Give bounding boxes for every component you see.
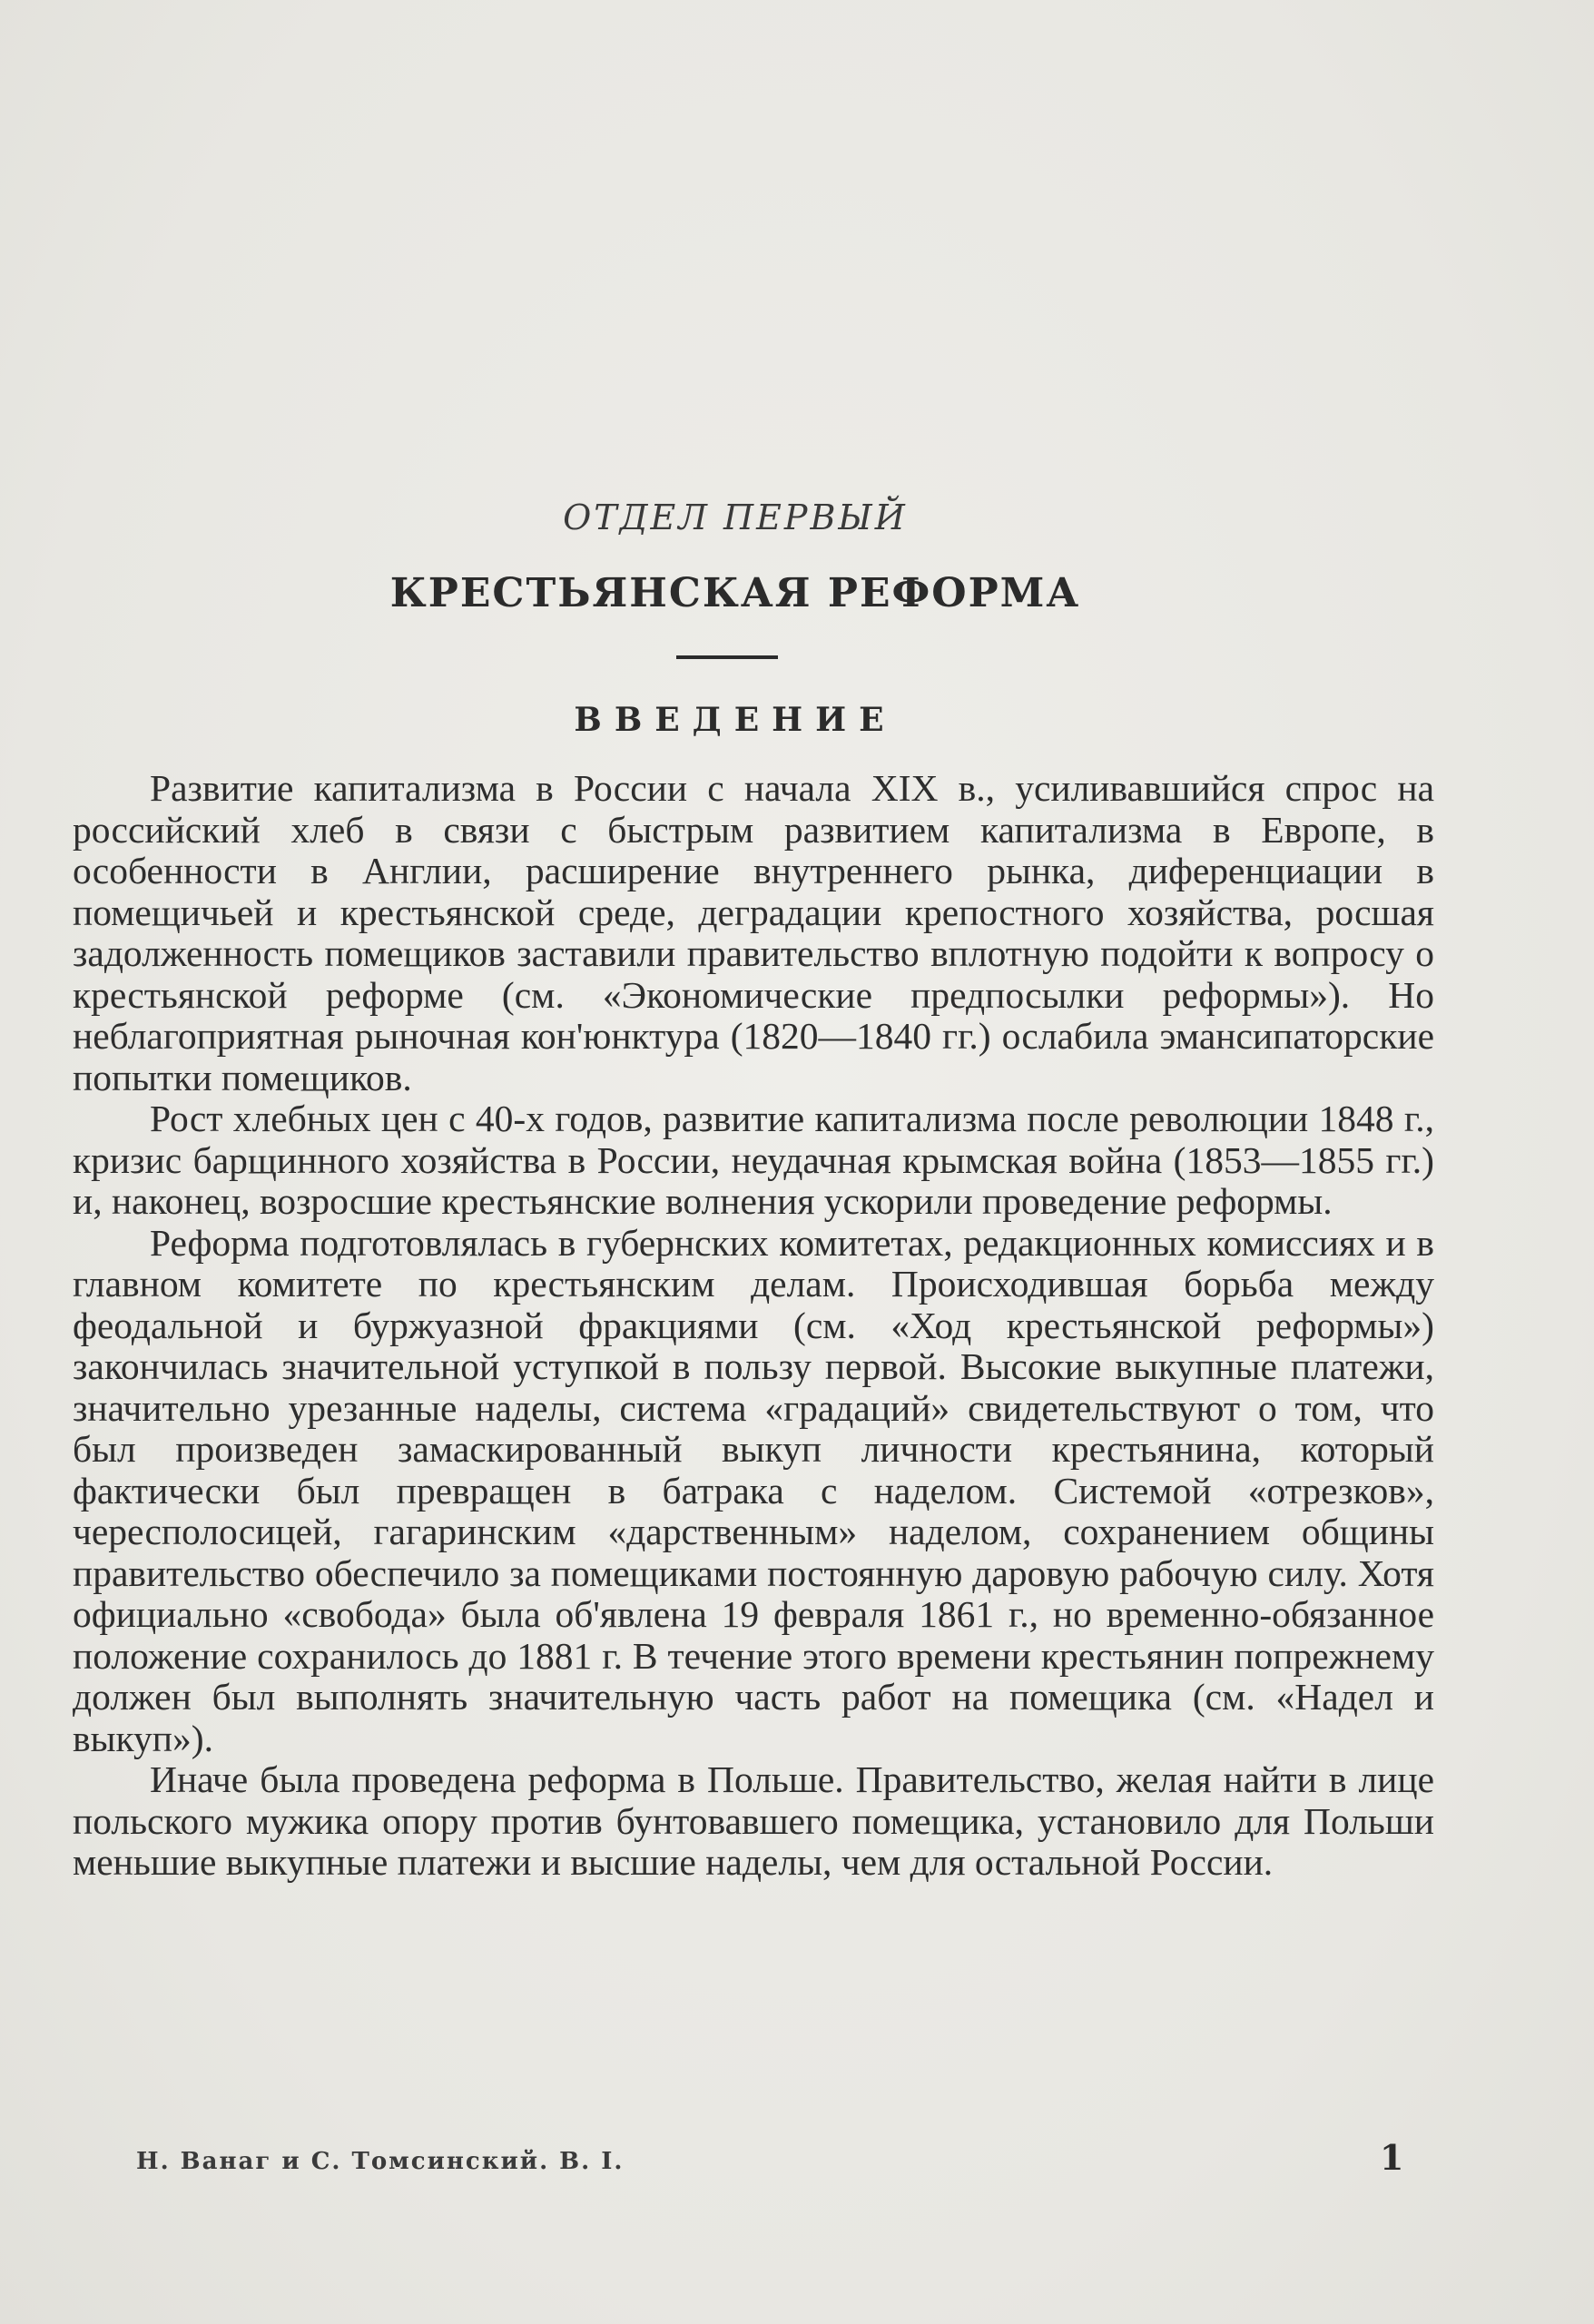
body-text — [73, 768, 1434, 1884]
page-title: КРЕСТЬЯНСКАЯ РЕФОРМА — [389, 570, 1081, 616]
page-number: 1 — [1380, 2137, 1404, 2178]
footer-signature: Н. Ванаг и С. Томсинский. В. I. — [136, 2148, 625, 2175]
paragraph: Развитие капитализма в России с начала XIX в., усиливавшийся спрос на российский хлеб в связи с быстрым развитием капитализма в Европе, в особенности в Англии, расширение внутреннего рынка, диференциации в помещичьей и крестьянской среде, деградации крепостного хозяйства, росшая задолженность помещиков заставили правительство вплотную подойти к вопросу о крестьянской реформе (см. «Экономические предпосылки реформы»). Но неблагоприятная рыночная кон'юнктура (1820—1840 гг.) ослабила эмансипаторские попытки помещиков. — [73, 767, 1434, 1098]
chapter-subtitle: ВВЕДЕНИЕ — [574, 701, 897, 739]
section-label: ОТДЕЛ ПЕРВЫЙ — [563, 497, 908, 537]
paragraph: Иначе была проведена реформа в Польше. Правительство, желая найти в лице польского мужика опору против бунтовавшего помещика, установило для Польши меньшие выкупные платежи и высшие наделы, чем для остальной России. — [73, 1758, 1434, 1883]
paragraph: Реформа подготовлялась в губернских комитетах, редакционных комиссиях и в главном комитете по крестьянским делам. Происходившая борьба между феодальной и буржуазной фракциями (см. «Ход крестьянской реформы») закончилась значительной уступкой в пользу первой. Высокие выкупные платежи, значительно урезанные наделы, система «градаций» свидетельствуют о том, что был произведен замаскированный выкуп личности крестьянина, который фактически был превращен в батрака с наделом. Системой «отрезков», чересполосицей, гагаринским «дарственным» наделом, сохранением общины правительство обеспечило за помещиками постоянную даровую рабочую силу. Хотя официально «свобода» была об'явлена 19 февраля 1861 г., но временно-обязанное положение сохранилось до 1881 г. В течение этого времени крестьянин попрежнему должен был выполнять значительную часть работ на помещика (см. «Надел и выкуп»). — [73, 1221, 1434, 1759]
title-divider — [676, 655, 778, 659]
paragraph: Рост хлебных цен с 40-х годов, развитие капитализма после революции 1848 г., кризис барщинного хозяйства в России, неудачная крымская война (1853—1855 гг.) и, наконец, возросшие крестьянские волнения ускорили проведение реформы. — [73, 1098, 1434, 1222]
